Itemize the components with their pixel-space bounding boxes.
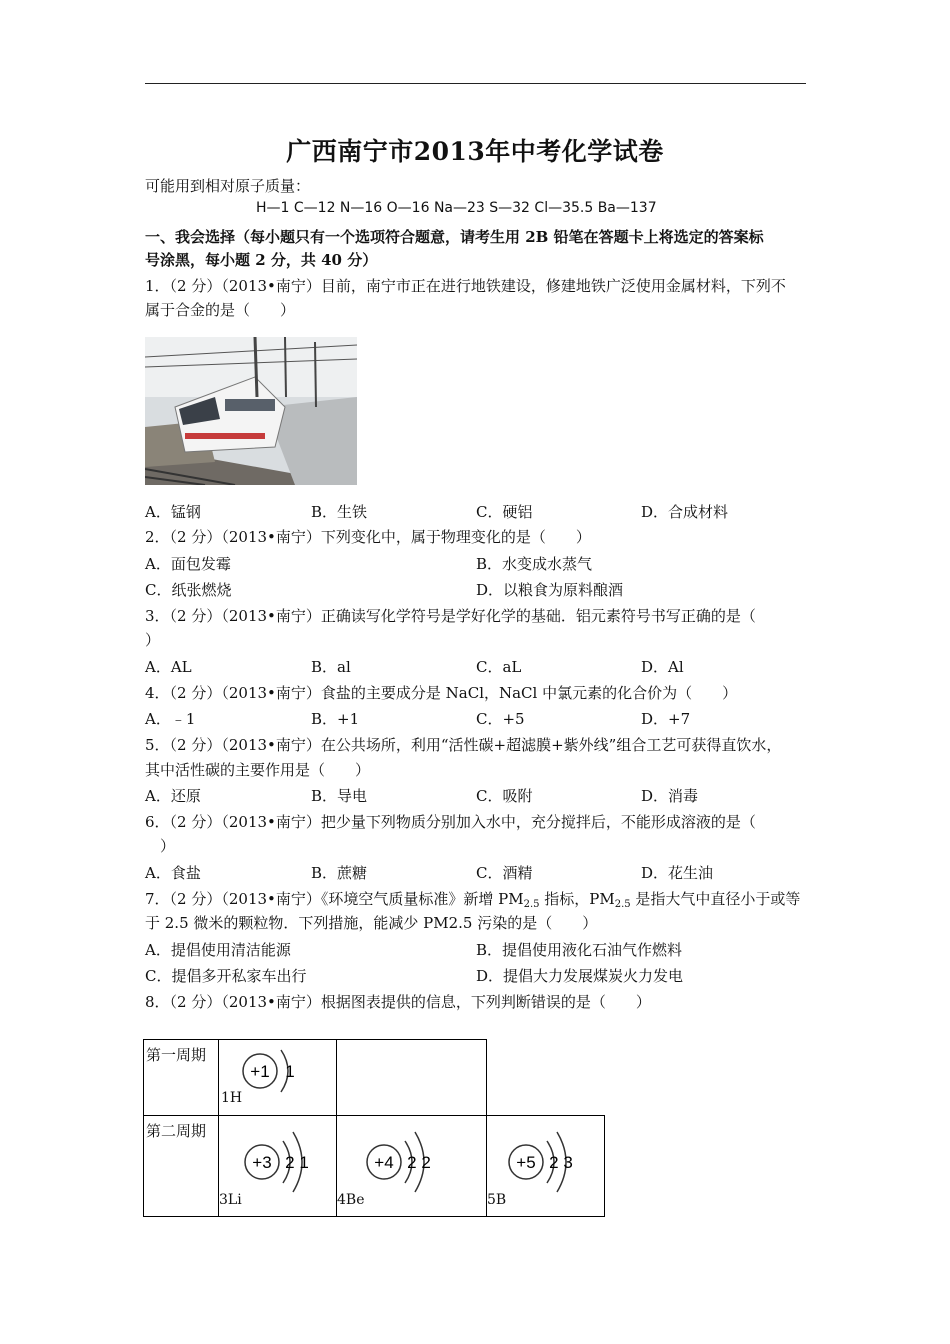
q3-line1: 3．（2 分）（2013•南宁）正确读写化学符号是学好化学的基础．铝元素符号书写正确的是（ <box>145 607 756 625</box>
table-cell-empty <box>336 1039 487 1116</box>
table-cell-boron: +5 2 3 5B <box>486 1115 605 1217</box>
q6-option-c: C．酒精 <box>476 864 533 882</box>
q3-option-a: A．AL <box>145 658 192 676</box>
q1-option-b: B．生铁 <box>311 503 368 521</box>
svg-text:+1: +1 <box>250 1062 270 1081</box>
q7-option-c: C．提倡多开私家车出行 <box>145 967 307 985</box>
svg-text:+5: +5 <box>516 1153 536 1172</box>
q1-line2: 属于合金的是（ ） <box>145 301 296 319</box>
q4-option-a: A．﹣1 <box>145 710 196 728</box>
q3-option-b: B．al <box>311 658 351 676</box>
svg-text:+4: +4 <box>374 1153 394 1172</box>
q5-line2: 其中活性碳的主要作用是（ ） <box>145 761 371 779</box>
q7-line1: 7．（2 分）（2013•南宁）《环境空气质量标准》新增 $PM_{2.5}$ 指标，$PM_{2.5}$ 是指大气中直径小于或等 <box>145 890 801 910</box>
q5-option-b: B．导电 <box>311 787 368 805</box>
q3-option-d: D．Al <box>641 658 684 676</box>
table-cell-beryllium: +4 2 2 4Be <box>336 1115 487 1217</box>
q5-option-a: A．还原 <box>145 787 201 805</box>
q7-option-a: A．提倡使用清洁能源 <box>145 941 291 959</box>
table-cell-hydrogen: +1 1 1H <box>218 1039 337 1116</box>
mass-intro: 可能用到相对原子质量： <box>145 177 311 195</box>
boron-atom-diagram <box>487 1116 606 1196</box>
svg-text:2 2: 2 2 <box>407 1153 431 1172</box>
q5-option-d: D．消毒 <box>641 787 699 805</box>
q2-option-c: C．纸张燃烧 <box>145 581 232 599</box>
q7-option-b: B．提倡使用液化石油气作燃料 <box>476 941 683 959</box>
q2-option-d: D．以粮食为原料酿酒 <box>476 581 624 599</box>
q8-line1: 8．（2 分）（2013•南宁）根据图表提供的信息，下列判断错误的是（ ） <box>145 993 651 1011</box>
q1-option-d: D．合成材料 <box>641 503 729 521</box>
q5-option-c: C．吸附 <box>476 787 533 805</box>
q7-option-d: D．提倡大力发展煤炭火力发电 <box>476 967 684 985</box>
q7-line2: 于 2.5 微米的颗粒物．下列措施，能减少 PM2.5 污染的是（ ） <box>145 914 598 932</box>
section-heading-line2: 号涂黑，每小题 2 分，共 40 分） <box>145 251 378 269</box>
q6-line2: ） <box>145 837 176 855</box>
q5-line1: 5．（2 分）（2013•南宁）在公共场所，利用“活性碳+超滤膜+紫外线”组合工艺可获得直饮水， <box>145 736 782 754</box>
svg-text:+3: +3 <box>252 1153 272 1172</box>
q3-line2: ） <box>145 631 161 649</box>
q3-option-c: C．aL <box>476 658 522 676</box>
table-row1-header: 第一周期 <box>143 1039 219 1116</box>
q2-line1: 2．（2 分）（2013•南宁）下列变化中，属于物理变化的是（ ） <box>145 528 591 546</box>
svg-text:2 3: 2 3 <box>549 1153 573 1172</box>
q6-option-d: D．花生油 <box>641 864 714 882</box>
lithium-atom-diagram <box>219 1116 338 1196</box>
q6-option-a: A．食盐 <box>145 864 201 882</box>
q1-line1: 1．（2 分）（2013•南宁）目前，南宁市正在进行地铁建设，修建地铁广泛使用金属材料，下列不 <box>145 277 786 295</box>
q1-option-a: A．锰钢 <box>145 503 201 521</box>
q6-option-b: B．蔗糖 <box>311 864 368 882</box>
q4-option-b: B．+1 <box>311 710 360 728</box>
q2-option-a: A．面包发霉 <box>145 555 231 573</box>
q6-line1: 6．（2 分）（2013•南宁）把少量下列物质分别加入水中，充分搅拌后，不能形成溶液的是（ <box>145 813 756 831</box>
q4-option-c: C．+5 <box>476 710 525 728</box>
q1-option-c: C．硬铝 <box>476 503 533 521</box>
beryllium-atom-diagram <box>337 1116 488 1196</box>
header-rule <box>145 83 806 84</box>
svg-text:2 1: 2 1 <box>285 1153 309 1172</box>
subway-train-photo <box>145 337 357 485</box>
table-row2-header: 第二周期 <box>143 1115 219 1217</box>
q4-option-d: D．+7 <box>641 710 691 728</box>
atomic-masses: H—1 C—12 N—16 O—16 Na—23 S—32 Cl—35.5 Ba—137 <box>256 200 657 216</box>
table-cell-lithium: +3 2 1 3Li <box>218 1115 337 1217</box>
q2-option-b: B．水变成水蒸气 <box>476 555 593 573</box>
svg-text:1: 1 <box>285 1062 295 1081</box>
q4-line1: 4．（2 分）（2013•南宁）食盐的主要成分是 NaCl，NaCl 中氯元素的化合价为（ ） <box>145 684 738 702</box>
section-heading-line1: 一、我会选择（每小题只有一个选项符合题意，请考生用 2B 铅笔在答题卡上将选定的答案标 <box>145 228 764 246</box>
page-title: 广西南宁市2013年中考化学试卷 <box>286 137 664 166</box>
